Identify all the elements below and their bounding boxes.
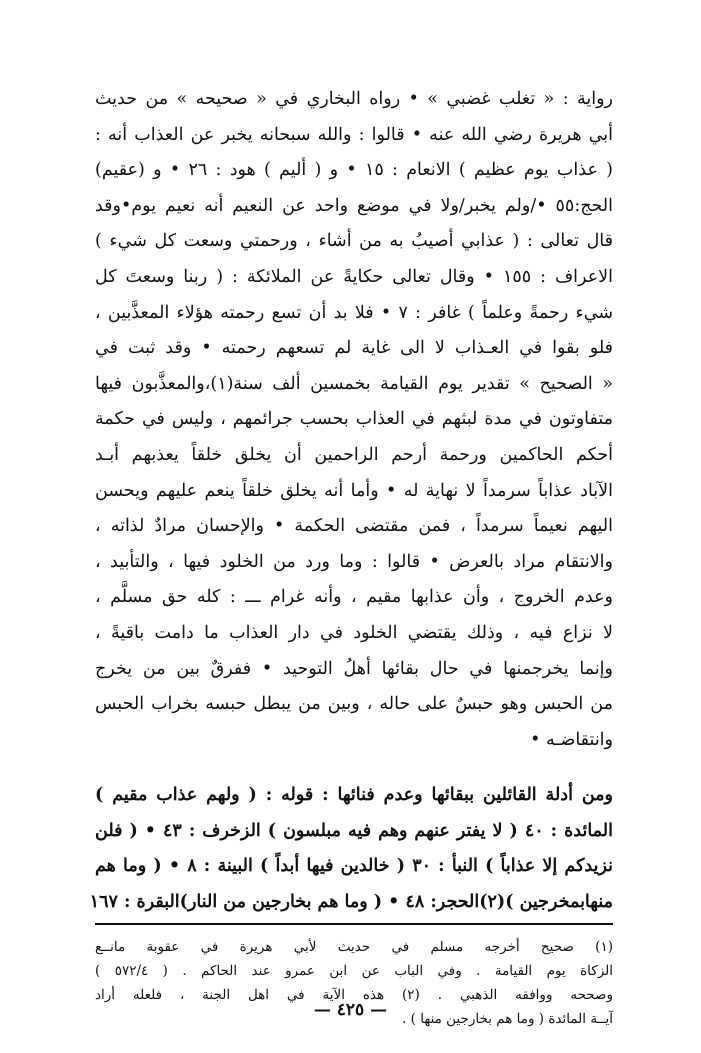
text-line: فلو بقوا في العـذاب لا الى غاية لم تسعهم رحمته • وقد ثبت في	[95, 338, 613, 359]
text-line: شيء رحمةً وعلماً ) غافر : ٧ • فلا بد أن تسع رحمته هؤلاء المعذَّبين ،	[95, 302, 613, 323]
footnote-line: (١) صحيح أخرجه مسلم في حديث لأبي هريرة في عقوبة مانــع	[95, 938, 613, 955]
text-line: وعدم الخروج ، وأن عذابها مقيم ، وأنه غرام ـــ : كله حق مسلَّم ،	[95, 587, 613, 608]
text-line: ( عذاب يوم عظيم ) الانعام : ١٥ • و ( أليم ) هود : ٢٦ • و (عقيم)	[95, 160, 613, 181]
footnote-line: آيــة المائدة ( وما هم بخارجين منها ) .	[402, 1010, 613, 1027]
page-number: — ٤٢٥ —	[313, 1000, 388, 1020]
text-line: ومن أدلة القائلين ببقائها وعدم فنائها : قوله : ( ولهم عذاب مقيم )	[95, 785, 613, 806]
text-line: نزيدكم إلا عذاباً ) النبأ : ٣٠ ( خالدين فيها أبداً ) البينة : ٨ • ( وما هم	[95, 856, 613, 877]
text-line: المائدة : ٤٠ ( لا يفتر عنهم وهم فيه مبلسون ) الزخرف : ٤٣ • ( فلن	[95, 820, 613, 841]
text-line: الحج:٥٥ •/ولم يخبر/ولا في موضع واحد عن النعيم أنه نعيم يوم•وقد	[95, 195, 613, 216]
text-line: قال تعالى : ( عذابي أصيبُ به من أشاء ، ورحمتي وسعت كل شيء )	[95, 231, 613, 252]
text-line: وإنما يخرجمنها في حال بقائها أهلُ التوحيد • ففرقٌ بين من يخرج	[95, 658, 613, 679]
text-line: من الحبس وهو حبسٌ على حاله ، وبين من يبطل حبسه بخراب الحبس	[95, 694, 613, 715]
text-line: الاعراف : ١٥٥ • وقال تعالى حكايةً عن الملائكة : ( ربنا وسعتَ كل	[95, 266, 613, 287]
text-line: « الصحيح » تقدير يوم القيامة بخمسين ألف سنة(١)،والمعذَّبون فيها	[95, 373, 613, 394]
text-line: اليهم نعيماً سرمداً ، فمن مقتضى الحكمة • والإحسان مرادٌ لذاته ،	[95, 516, 613, 537]
text-line: وانتقاضـه •	[530, 729, 613, 750]
footnote-line: وصححه ووافقه الذهبي . (٢) هذه الآية في اهل الجنة ، فلعله أراد	[95, 986, 613, 1003]
evidence-paragraph	[89, 778, 613, 924]
text-line: لا نزاع فيه ، وذلك يقتضي الخلود في دار العذاب ما دامت باقيةً ،	[95, 622, 613, 643]
text-line: متفاوتون في مدة لبثهم في العذاب بحسب جرائمهم ، وليس في حكمة	[95, 409, 613, 430]
text-line: أحكم الحاكمين ورحمة أرحم الراحمين أن يخلق خلقاً يعذبهم أبـد	[95, 444, 613, 465]
text-line-underlined: منهابمخرجين )(٢)الحجر: ٤٨ • ( وما هم بخارجين من النار)البقرة : ١٦٧	[95, 885, 613, 925]
text-line: الآباد عذاباً سرمداً لا نهاية له • وأما أنه يخلق خلقاً ينعم عليهم ويحسن	[95, 480, 613, 501]
footnote-line: الزكاة يوم القيامة . وفي الباب عن ابن عمرو عند الحاكم . ( ٥٧٢/٤ )	[95, 962, 614, 979]
text-line: رواية : « تغلب غضبي » • رواه البخاري في « صحيحه » من حديث	[95, 89, 613, 109]
main-text	[89, 82, 614, 1031]
text-line: أبي هريرة رضي الله عنه • قالوا : والله سبحانه يخبر عن العذاب أنه :	[95, 124, 613, 145]
paragraph-gap	[95, 758, 613, 778]
text-line: والانتقام مراد بالعرض • قالوا : وما ورد من الخلود فيها ، والتأبيد ،	[95, 551, 613, 572]
